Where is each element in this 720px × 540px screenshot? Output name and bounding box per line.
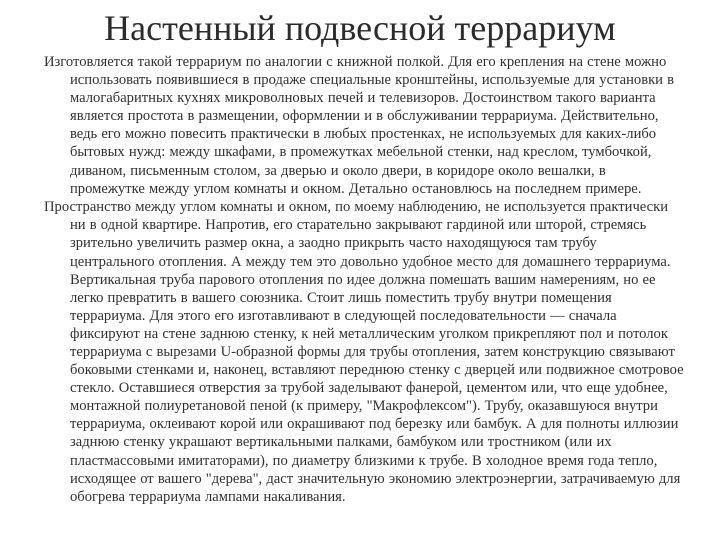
paragraph-wall-terrarium: Изготовляется такой террариум по аналогии с книжной полкой. Для его крепления на стене можно использовать появившиеся в продаже специальные кронштейны, используемые для установки в малогабаритных кухнях микроволновых печей и телевизоров. Достоинством такого варианта является простота в размещении, оформлении и в обслуживании террариума. Действительно, ведь его можно повесить практически в любых простенках, не используемых для каких-либо бытовых нужд: между шкафами, в промежутках мебельной стенки, над креслом, тумбочкой, диваном, письменным столом, за дверью и около двери, в коридоре около вешалки, в промежутке между углом комнаты и окном. Детально остановлюсь на последнем примере.: [44, 54, 675, 197]
paragraph-corner-space: Пространство между углом комнаты и окном, по моему наблюдению, не используется практически ни в одной квартире. Напротив, его старательно закрывают гардиной или шторой, стремясь зрительно увеличить размер окна, а заодно прикрыть часто находящуюся там трубу центрального отопления. А между тем это довольно удобное место для домашнего террариума. Вертикальная труба парового отопления по идее должна помешать вашим намерениям, но ее легко превратить в вашего союзника. Стоит лишь поместить трубу внутри помещения террариума. Для этого его изготавливают в следующей последовательности — сначала фиксируют на стене заднюю стенку, к ней металлическим уголком прикрепляют пол и потолок террариума с вырезами U-образной формы для трубы отопления, затем конструкцию связывают боковыми стенками и, наконец, вставляют переднюю стенку с дверцей или подвижное смотровое стекло. Оставшиеся отверстия за трубой заделывают фанерой, цементом или, что еще удобнее, монтажной полиуретановой пеной (к примеру, "Макрофлексом"). Трубу, оказавшуюся внутри террариума, оклеивают корой или окрашивают под березку или бамбук. А для полноты иллюзии заднюю стенку украшают вертикальными палками, бамбуком или тростником (или их пластмассовыми имитаторами), по диаметру близкими к трубе. В холодное время года тепло, исходящее от вашего "дерева", даст значительную экономию электроэнергии, затрачиваемую для обогрева террариума лампами накаливания.: [44, 199, 684, 505]
slide-body: [44, 53, 684, 506]
slide-title: Настенный подвесной террариум: [104, 8, 616, 48]
